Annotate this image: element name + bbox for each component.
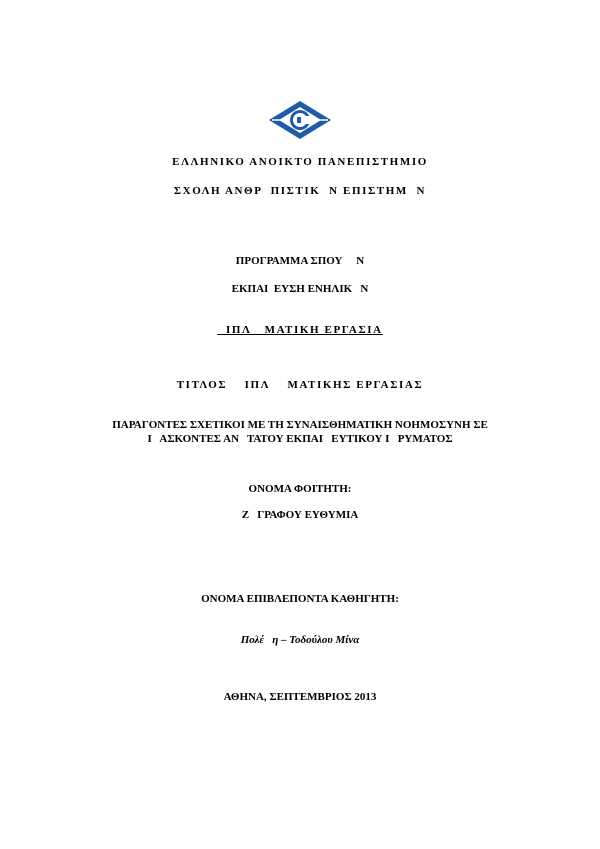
thesis-type: ΙΠΛ ΜΑΤΙΚΗ ΕΡΓΑΣΙΑ [217, 324, 383, 336]
supervisor-label: ΟΝΟΜΑ ΕΠΙΒΛΕΠΟΝΤΑ ΚΑΘΗΓΗΤΗ: [201, 593, 399, 605]
university-logo-icon [268, 100, 332, 140]
program-line-1: ΠΡΟΓΡΑΜΜΑ ΣΠΟΥ Ν [235, 255, 365, 267]
student-label: ΟΝΟΜΑ ΦΟΙΤΗΤΗ: [248, 483, 352, 495]
thesis-title-line-1: ΠΑΡΑΓΟΝΤΕΣ ΣΧΕΤΙΚΟΙ ΜΕ ΤΗ ΣΥΝΑΙΣΘΗΜΑΤΙΚΗ ΝΟΗΜΟΣΥΝΗ ΣΕ [112, 419, 488, 431]
school-name: ΣΧΟΛΗ ΑΝΘΡ ΠΙΣΤΙΚ Ν ΕΠΙΣΤΗΜ Ν [173, 185, 427, 197]
student-name: Ζ ΓΡΑΦΟΥ ΕΥΘΥΜΙΑ [241, 509, 359, 521]
thesis-title-line-2: Ι ΑΣΚΟΝΤΕΣ ΑΝ ΤΑΤΟΥ ΕΚΠΑΙ ΕΥΤΙΚΟΥ Ι ΡΥΜΑΤΟΣ [147, 433, 453, 445]
supervisor-name: Πολέ η – Τοδούλου Μίνα [240, 634, 360, 646]
title-label: ΤΙΤΛΟΣ ΙΠΛ ΜΑΤΙΚΗΣ ΕΡΓΑΣΙΑΣ [176, 379, 424, 391]
program-line-2: ΕΚΠΑΙ ΕΥΣΗ ΕΝΗΛΙΚ Ν [231, 283, 369, 295]
university-name: ΕΛΛΗΝΙΚΟ ΑΝΟΙΚΤΟ ΠΑΝΕΠΙΣΤΗΜΙΟ [172, 156, 428, 168]
place-date: ΑΘΗΝΑ, ΣΕΠΤΕΜΒΡΙΟΣ 2013 [223, 691, 377, 703]
